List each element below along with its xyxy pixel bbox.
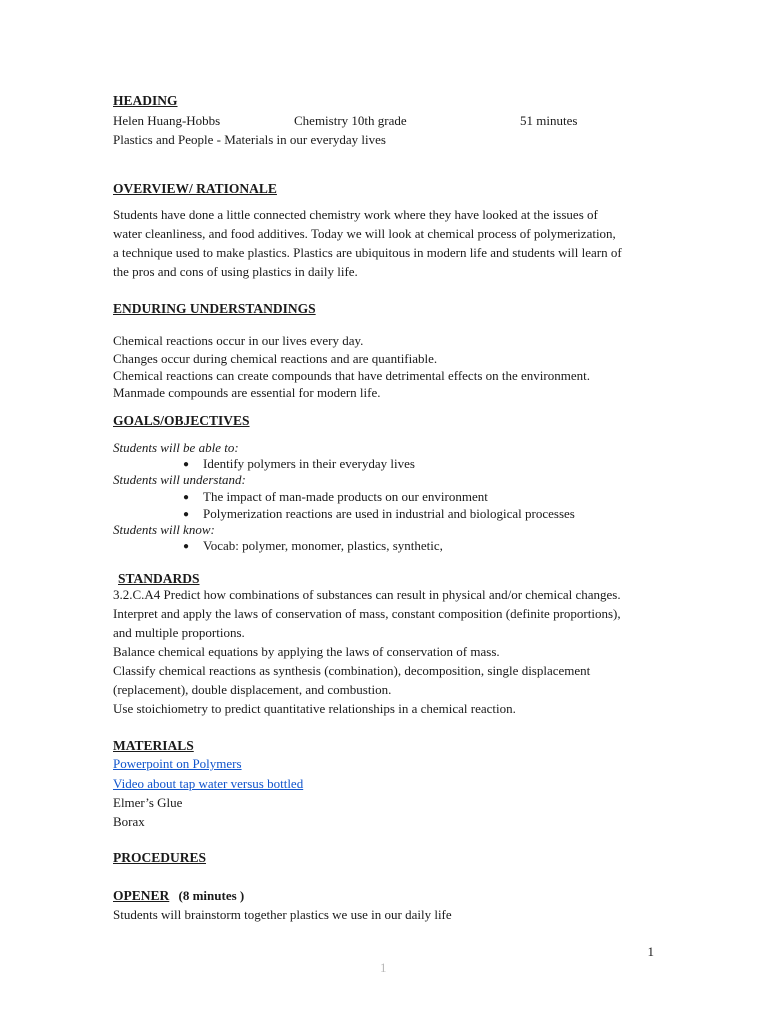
opener-title: OPENER [113, 888, 170, 903]
enduring-line: Changes occur during chemical reactions and are quantifiable. [113, 351, 438, 366]
standards-line: Classify chemical reactions as synthesis (combination), decomposition, single displacement [113, 663, 591, 678]
powerpoint-link[interactable]: Powerpoint on Polymers [113, 756, 242, 771]
overview-line: a technique used to make plastics. Plastics are ubiquitous in modern life and students will learn of [113, 245, 622, 260]
procedures-title: PROCEDURES [113, 850, 207, 865]
opener-heading [113, 888, 244, 904]
bullet-icon: ● [183, 541, 190, 552]
standards-line: Use stoichiometry to predict quantitative relationships in a chemical reaction. [113, 701, 516, 716]
overview-line: Students have done a little connected chemistry work where they have looked at the issues of [113, 207, 598, 222]
standards-line: Balance chemical equations by applying the laws of conservation of mass. [113, 644, 500, 659]
materials-title: MATERIALS [113, 738, 194, 753]
goals-understand-item: ● Polymerization reactions are used in industrial and biological processes [183, 506, 575, 521]
overview-line: water cleanliness, and food additives. Today we will look at chemical process of polymerization, [113, 226, 616, 241]
enduring-line: Manmade compounds are essential for modern life. [113, 385, 381, 400]
goals-know-label: Students will know: [113, 522, 215, 537]
bullet-icon: ● [183, 509, 190, 520]
goals-able-item: ● Identify polymers in their everyday lives [183, 456, 415, 471]
material-item: Borax [113, 814, 145, 829]
overview-line: the pros and cons of using plastics in daily life. [113, 264, 358, 279]
standards-title: STANDARDS [118, 571, 200, 586]
goals-able-label: Students will be able to: [113, 440, 239, 455]
lesson-title: Plastics and People - Materials in our everyday lives [113, 132, 386, 147]
lesson-duration: 51 minutes [520, 113, 578, 128]
enduring-line: Chemical reactions can create compounds that have detrimental effects on the environment. [113, 368, 590, 383]
opener-time: (8 minutes ) [178, 888, 245, 903]
material-item: Elmer’s Glue [113, 795, 183, 810]
viewer-page-number: 1 [380, 960, 387, 975]
author-name: Helen Huang-Hobbs [113, 113, 221, 128]
standards-line: (replacement), double displacement, and combustion. [113, 682, 392, 697]
overview-title: OVERVIEW/ RATIONALE [113, 181, 277, 196]
opener-text: Students will brainstorm together plastics we use in our daily life [113, 907, 452, 922]
heading-title: HEADING [113, 93, 178, 108]
standards-line: and multiple proportions. [113, 625, 245, 640]
bullet-icon: ● [183, 492, 190, 503]
enduring-line: Chemical reactions occur in our lives every day. [113, 333, 364, 348]
goals-know-item: ● Vocab: polymer, monomer, plastics, synthetic, [183, 538, 443, 553]
page-number: 1 [647, 944, 654, 959]
goals-understand-label: Students will understand: [113, 472, 246, 487]
goals-understand-item: ● The impact of man-made products on our environment [183, 489, 488, 504]
course-name: Chemistry 10th grade [294, 113, 407, 128]
video-link[interactable]: Video about tap water versus bottled [113, 776, 304, 791]
standards-line: 3.2.C.A4 Predict how combinations of substances can result in physical and/or chemical changes. [113, 587, 621, 602]
goals-title: GOALS/OBJECTIVES [113, 413, 250, 428]
enduring-title: ENDURING UNDERSTANDINGS [113, 301, 316, 316]
bullet-icon: ● [183, 459, 190, 470]
standards-line: Interpret and apply the laws of conservation of mass, constant composition (definite proportions), [113, 606, 621, 621]
